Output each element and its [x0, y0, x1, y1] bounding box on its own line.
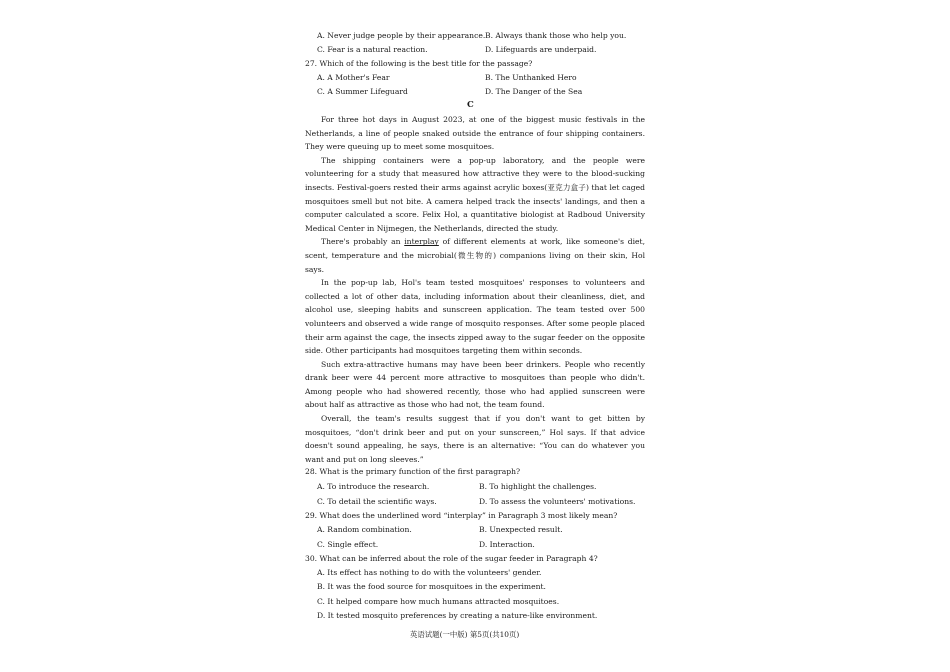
q26-option-d: D. Lifeguards are underpaid.	[485, 45, 597, 54]
paragraph-2: The shipping containers were a pop-up laboratory, and the people were volunteering for a study that measured how attractive they were to the blood-sucking insects. Festival-goers rested their arms against acrylic boxes(亚克力盒子) that let caged mosquitoes smell but not bite. A camera helped track the insects' landings, and then a computer calculated a score. Felix Hol, a quantitative biologist at Radboud University Medical Center in Nijmegen, the Netherlands, directed the study.	[305, 155, 645, 233]
q28-option-b: B. To highlight the challenges.	[479, 482, 597, 491]
q27-option-d: D. The Danger of the Sea	[485, 87, 583, 96]
paragraph-4: In the pop-up lab, Hol's team tested mosquitoes' responses to volunteers and collected a lot of other data, including information about their cleanliness, diet, and alcohol use, sleeping habits and sunscreen application. The team tested over 500 volunteers and observed a wide range of mosquito responses. After some people placed their arm against the cage, the insects zipped away to the sugar feeder on the opposite side. Other participants had mosquitoes targeting them within seconds.	[305, 278, 645, 356]
q29-option-d: D. Interaction.	[479, 540, 535, 549]
paragraph-1: For three hot days in August 2023, at one of the biggest music festivals in the Netherlands, a line of people snaked outside the entrance of four shipping containers. They were queuing up to meet some mosquitoes.	[305, 115, 645, 152]
paragraph-5: Such extra-attractive humans may have been beer drinkers. People who recently drank beer were 44 percent more attractive to mosquitoes than people who didn't. Among people who had showered recently, those who had applied sunscreen were about half as attractive as those who had not, the team found.	[305, 359, 645, 410]
q28-option-d: D. To assess the volunteers' motivations.	[479, 497, 636, 506]
q26-option-c: C. Fear is a natural reaction.	[317, 45, 428, 54]
q27-stem: 27. Which of the following is the best title for the passage?	[305, 59, 533, 68]
section-c-heading: C	[467, 100, 474, 110]
q27-option-c: C. A Summer Lifeguard	[317, 87, 408, 96]
paragraph-3-start: There's probably an	[321, 237, 405, 247]
underlined-word-interplay: interplay	[404, 237, 439, 247]
q28-option-c: C. To detail the scientific ways.	[317, 497, 437, 506]
q30-option-c: C. It helped compare how much humans attracted mosquitoes.	[317, 597, 560, 606]
q29-option-b: B. Unexpected result.	[479, 525, 563, 534]
q29-option-a: A. Random combination.	[317, 525, 412, 534]
passage-c	[305, 113, 645, 466]
q30-option-d: D. It tested mosquito preferences by creating a nature-like environment.	[317, 611, 598, 620]
q27-option-a: A. A Mother's Fear	[317, 73, 390, 82]
q26-option-b: B. Always thank those who help you.	[485, 31, 627, 40]
q29-stem: 29. What does the underlined word “interplay” in Paragraph 3 most likely mean?	[305, 511, 618, 520]
paragraph-3-end: of different elements at work, like someone's diet, scent, temperature and the microbial(微生物的) companions living on their skin, Hol says.	[305, 237, 645, 274]
q30-option-b: B. It was the food source for mosquitoes in the experiment.	[317, 582, 546, 591]
paragraph-3	[305, 235, 645, 276]
q28-option-a: A. To introduce the research.	[317, 482, 430, 491]
q26-option-a: A. Never judge people by their appearance.	[317, 31, 486, 40]
page-footer: 英语试题(一中版) 第5页(共10页)	[410, 630, 520, 639]
q30-option-a: A. Its effect has nothing to do with the volunteers' gender.	[317, 568, 542, 577]
paragraph-6: Overall, the team's results suggest that if you don't want to get bitten by mosquitoes, “don't drink beer and put on your sunscreen,” Hol says. If that advice doesn't sound appealing, he says, there is an alternative: “You can do whatever you want and put on long sleeves.”	[305, 414, 645, 464]
q29-option-c: C. Single effect.	[317, 540, 379, 549]
q30-stem: 30. What can be inferred about the role of the sugar feeder in Paragraph 4?	[305, 554, 598, 563]
q28-stem: 28. What is the primary function of the first paragraph?	[305, 467, 521, 476]
q27-option-b: B. The Unthanked Hero	[485, 73, 577, 82]
